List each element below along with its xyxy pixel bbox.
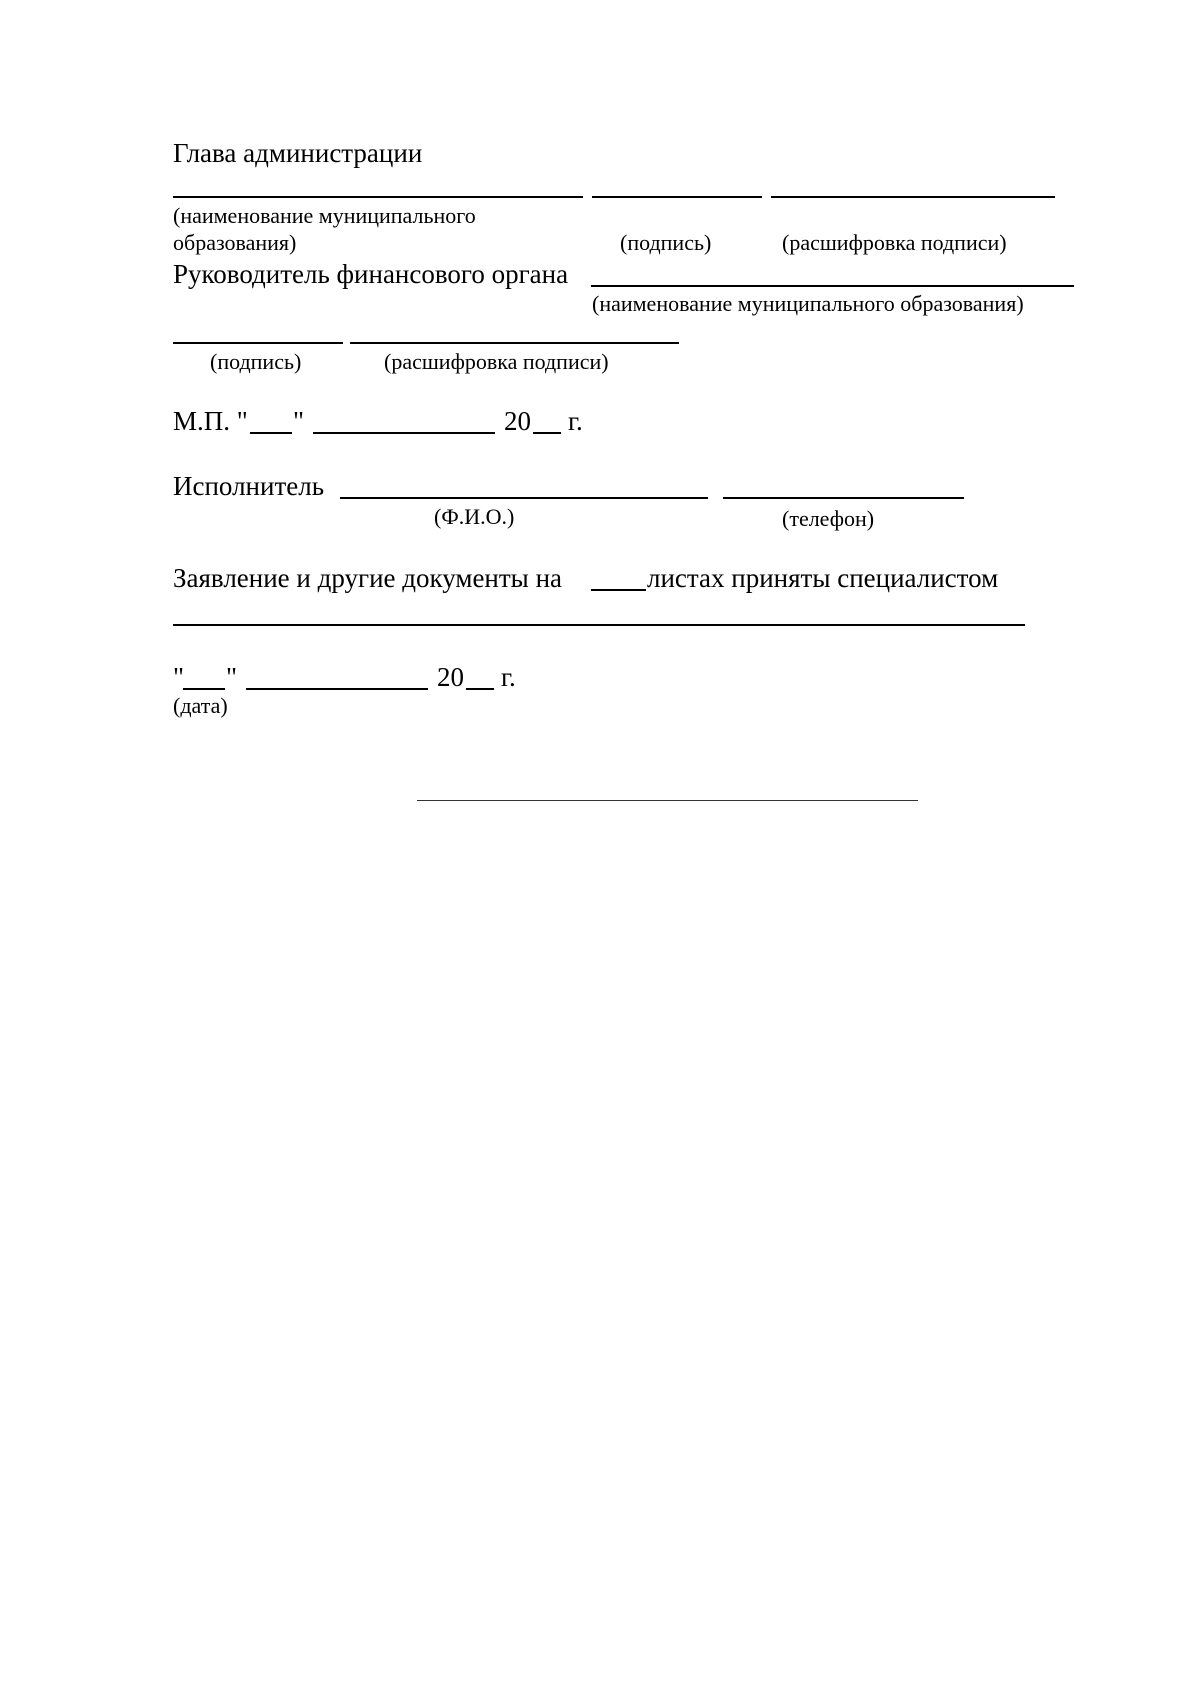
head-admin-signature-decoding-line[interactable] [771,196,1055,198]
head-admin-municipality-line[interactable] [173,196,583,198]
acceptance-specialist-line[interactable] [173,624,1025,626]
acceptance-month-line[interactable] [246,688,428,690]
seal-day-line[interactable] [250,432,292,434]
acceptance-year-suffix: г. [501,662,516,692]
acceptance-year-prefix: 20 [437,662,464,692]
seal-year-suffix: г. [568,406,583,436]
executor-label: Исполнитель [173,471,325,501]
seal-year-line[interactable] [533,432,561,434]
acceptance-date-quote-close: " [226,662,238,692]
head-admin-signature-caption: (подпись) [620,230,712,255]
finance-head-signature-caption: (подпись) [210,349,302,374]
finance-head-signature-decoding-line[interactable] [350,342,679,344]
acceptance-date-caption: (дата) [173,693,228,718]
acceptance-text-before: Заявление и другие документы на [173,563,563,593]
closing-separator-line [417,800,918,801]
acceptance-day-line[interactable] [183,688,225,690]
seal-month-line[interactable] [313,432,495,434]
head-admin-municipality-caption-1: (наименование муниципального [173,203,476,228]
executor-fio-line[interactable] [340,497,708,499]
head-admin-signature-line[interactable] [592,196,762,198]
seal-mp-prefix: М.П. " [173,406,248,436]
seal-year-prefix: 20 [504,406,531,436]
executor-phone-line[interactable] [723,497,964,499]
executor-phone-caption: (телефон) [782,506,875,531]
finance-head-municipality-line[interactable] [591,285,1074,287]
acceptance-sheets-line[interactable] [591,589,646,591]
head-admin-title: Глава администрации [173,138,423,168]
finance-head-signature-decoding-caption: (расшифровка подписи) [384,349,609,374]
acceptance-date-quote-open: " [173,662,185,692]
finance-head-municipality-caption: (наименование муниципального образования) [592,291,1024,316]
acceptance-text-after: листах приняты специалистом [647,563,999,593]
acceptance-year-line[interactable] [466,688,494,690]
seal-quote-close: " [293,406,305,436]
head-admin-municipality-caption-2: образования) [173,230,297,255]
finance-head-title: Руководитель финансового органа [173,259,569,289]
executor-fio-caption: (Ф.И.О.) [434,504,515,529]
head-admin-signature-decoding-caption: (расшифровка подписи) [782,230,1007,255]
finance-head-signature-line[interactable] [173,342,343,344]
